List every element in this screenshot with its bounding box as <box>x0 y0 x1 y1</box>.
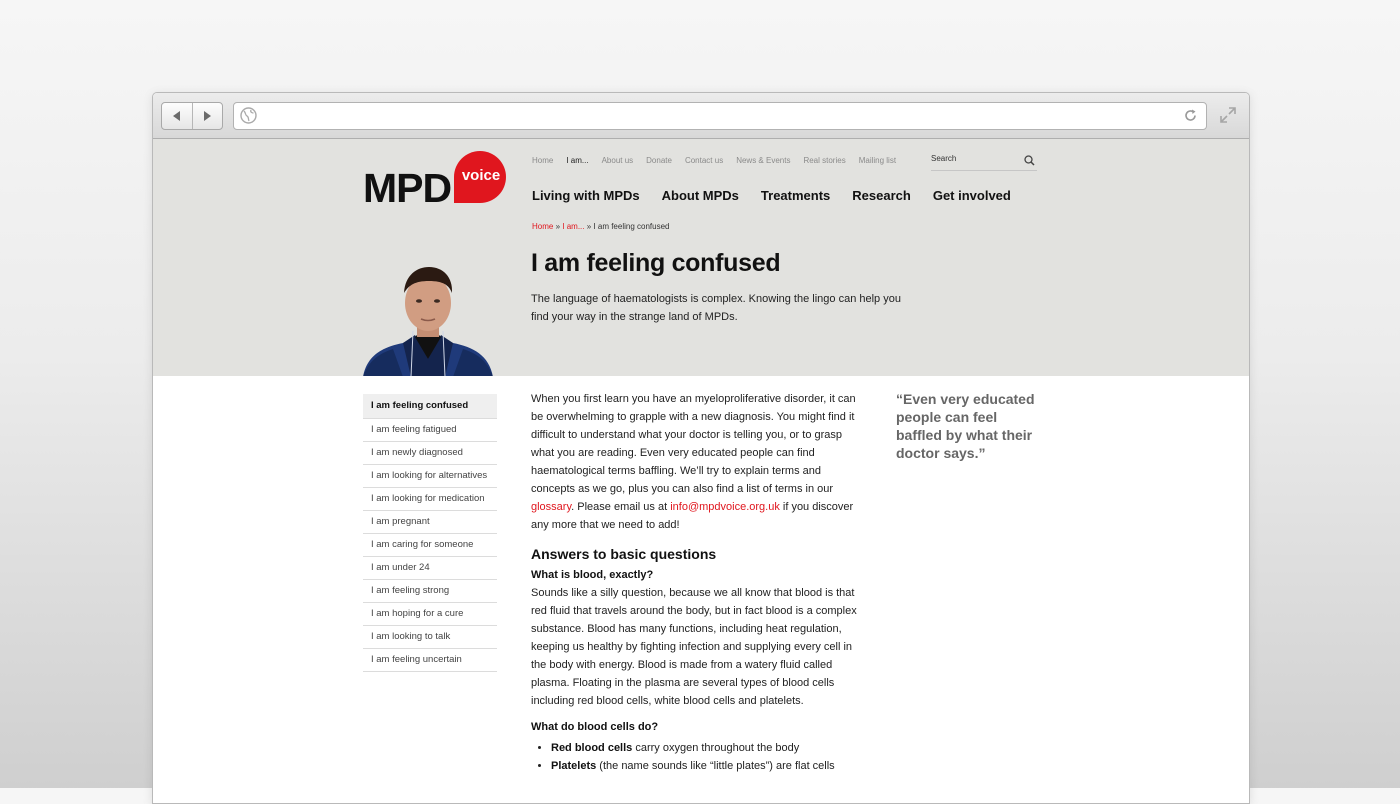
email-link[interactable]: info@mpdvoice.org.uk <box>670 501 780 513</box>
page-header <box>153 139 1249 376</box>
breadcrumb <box>532 222 669 231</box>
top-link-mailing[interactable]: Mailing list <box>858 156 897 165</box>
reload-icon[interactable] <box>1183 108 1198 123</box>
sidebar-item-strong[interactable]: I am feeling strong <box>363 580 497 603</box>
breadcrumb-current: I am feeling confused <box>593 222 670 231</box>
browser-toolbar <box>153 93 1249 139</box>
nav-research[interactable]: Research <box>852 188 911 203</box>
list-item-term: Platelets <box>551 760 597 772</box>
top-link-stories[interactable]: Real stories <box>803 156 846 165</box>
search-input[interactable] <box>931 153 1037 171</box>
forward-button[interactable] <box>192 103 223 129</box>
paragraph-text: When you first learn you have an myeloproliferative disorder, it can be overwhelming to grapple with a new diagnosis. You might find it difficult to understand what your doctor is telling you, or to grasp what you are reading. Even very educated people can find haematological terms baffling. We’ll try to explain terms and concepts as we go, plus you can also find a list of terms in our <box>531 393 856 495</box>
list-item-term: Red blood cells <box>551 742 633 754</box>
search-icon[interactable] <box>1024 155 1035 166</box>
main-nav <box>532 188 1033 203</box>
back-arrow-icon <box>173 111 181 121</box>
sidebar-item-fatigued[interactable]: I am feeling fatigued <box>363 419 497 442</box>
search-label: Search <box>931 154 957 163</box>
history-buttons <box>161 102 223 130</box>
sidebar-item-uncertain[interactable]: I am feeling uncertain <box>363 649 497 672</box>
section-heading: Answers to basic questions <box>531 546 717 562</box>
glossary-link[interactable]: glossary <box>531 501 572 513</box>
list-item <box>551 739 865 757</box>
sidebar-item-talk[interactable]: I am looking to talk <box>363 626 497 649</box>
list-item-text: (the name sounds like “little plates”) are flat cells <box>596 760 835 772</box>
paragraph-text: . Please email us at <box>571 501 671 513</box>
page-intro: The language of haematologists is complex. Knowing the lingo can help you find your way in the strange land of MPDs. <box>531 293 901 323</box>
intro-paragraph <box>531 390 865 534</box>
sidebar-item-under-24[interactable]: I am under 24 <box>363 557 497 580</box>
breadcrumb-sep: » <box>586 222 592 231</box>
sidebar-item-pregnant[interactable]: I am pregnant <box>363 511 497 534</box>
top-link-news[interactable]: News & Events <box>736 156 791 165</box>
sidebar-item-alternatives[interactable]: I am looking for alternatives <box>363 465 497 488</box>
top-link-contact[interactable]: Contact us <box>684 156 724 165</box>
globe-icon <box>240 107 257 124</box>
list-item <box>551 757 865 775</box>
back-button[interactable] <box>162 103 192 129</box>
sidebar-item-cure[interactable]: I am hoping for a cure <box>363 603 497 626</box>
question-heading: What do blood cells do? <box>531 721 659 733</box>
logo-badge-text: voice <box>461 167 501 184</box>
logo-text[interactable]: MPD <box>363 165 452 211</box>
section-sidebar <box>363 394 497 672</box>
nav-about-mpds[interactable]: About MPDs <box>661 188 739 203</box>
nav-treatments[interactable]: Treatments <box>760 188 831 203</box>
answer-paragraph: Sounds like a silly question, because we all know that blood is that red fluid that travels around the body, but in fact blood is a complex substance. Blood has many functions, including heat regulation, keeping us healthy by fighting infection and supplying every cell in the body with energy. Blood is made from a watery fluid called plasma. Floating in the plasma are several types of blood cells including red blood cells, white blood cells and platelets. <box>531 587 857 707</box>
top-link-about[interactable]: About us <box>601 156 634 165</box>
sidebar-item-confused[interactable]: I am feeling confused <box>363 394 497 419</box>
portrait-photo <box>363 263 493 377</box>
nav-get-involved[interactable]: Get involved <box>932 188 1011 203</box>
list-item-text: carry oxygen throughout the body <box>632 742 800 754</box>
blood-cell-list <box>531 739 865 775</box>
page-title: I am feeling confused <box>531 249 781 277</box>
article-body <box>531 390 865 775</box>
top-link-donate[interactable]: Donate <box>646 156 672 165</box>
breadcrumb-home[interactable]: Home <box>532 222 554 231</box>
question-heading: What is blood, exactly? <box>531 569 654 581</box>
paragraph-text: if you discover any more that we need to add! <box>531 501 854 531</box>
sidebar-item-caring[interactable]: I am caring for someone <box>363 534 497 557</box>
sidebar-item-newly-diagnosed[interactable]: I am newly diagnosed <box>363 442 497 465</box>
nav-living[interactable]: Living with MPDs <box>532 188 640 203</box>
fullscreen-icon[interactable] <box>1219 106 1237 124</box>
breadcrumb-parent[interactable]: I am... <box>562 222 585 231</box>
main-content <box>153 376 1249 803</box>
address-bar[interactable] <box>233 102 1207 130</box>
utility-nav <box>532 156 909 165</box>
browser-window <box>152 92 1250 804</box>
breadcrumb-sep: » <box>555 222 561 231</box>
forward-arrow-icon <box>203 111 211 121</box>
pull-quote: “Even very educated people can feel baffled by what their doctor says.” <box>896 391 1035 461</box>
top-link-i-am[interactable]: I am... <box>566 156 589 165</box>
sidebar-item-medication[interactable]: I am looking for medication <box>363 488 497 511</box>
top-link-home[interactable]: Home <box>532 156 554 165</box>
